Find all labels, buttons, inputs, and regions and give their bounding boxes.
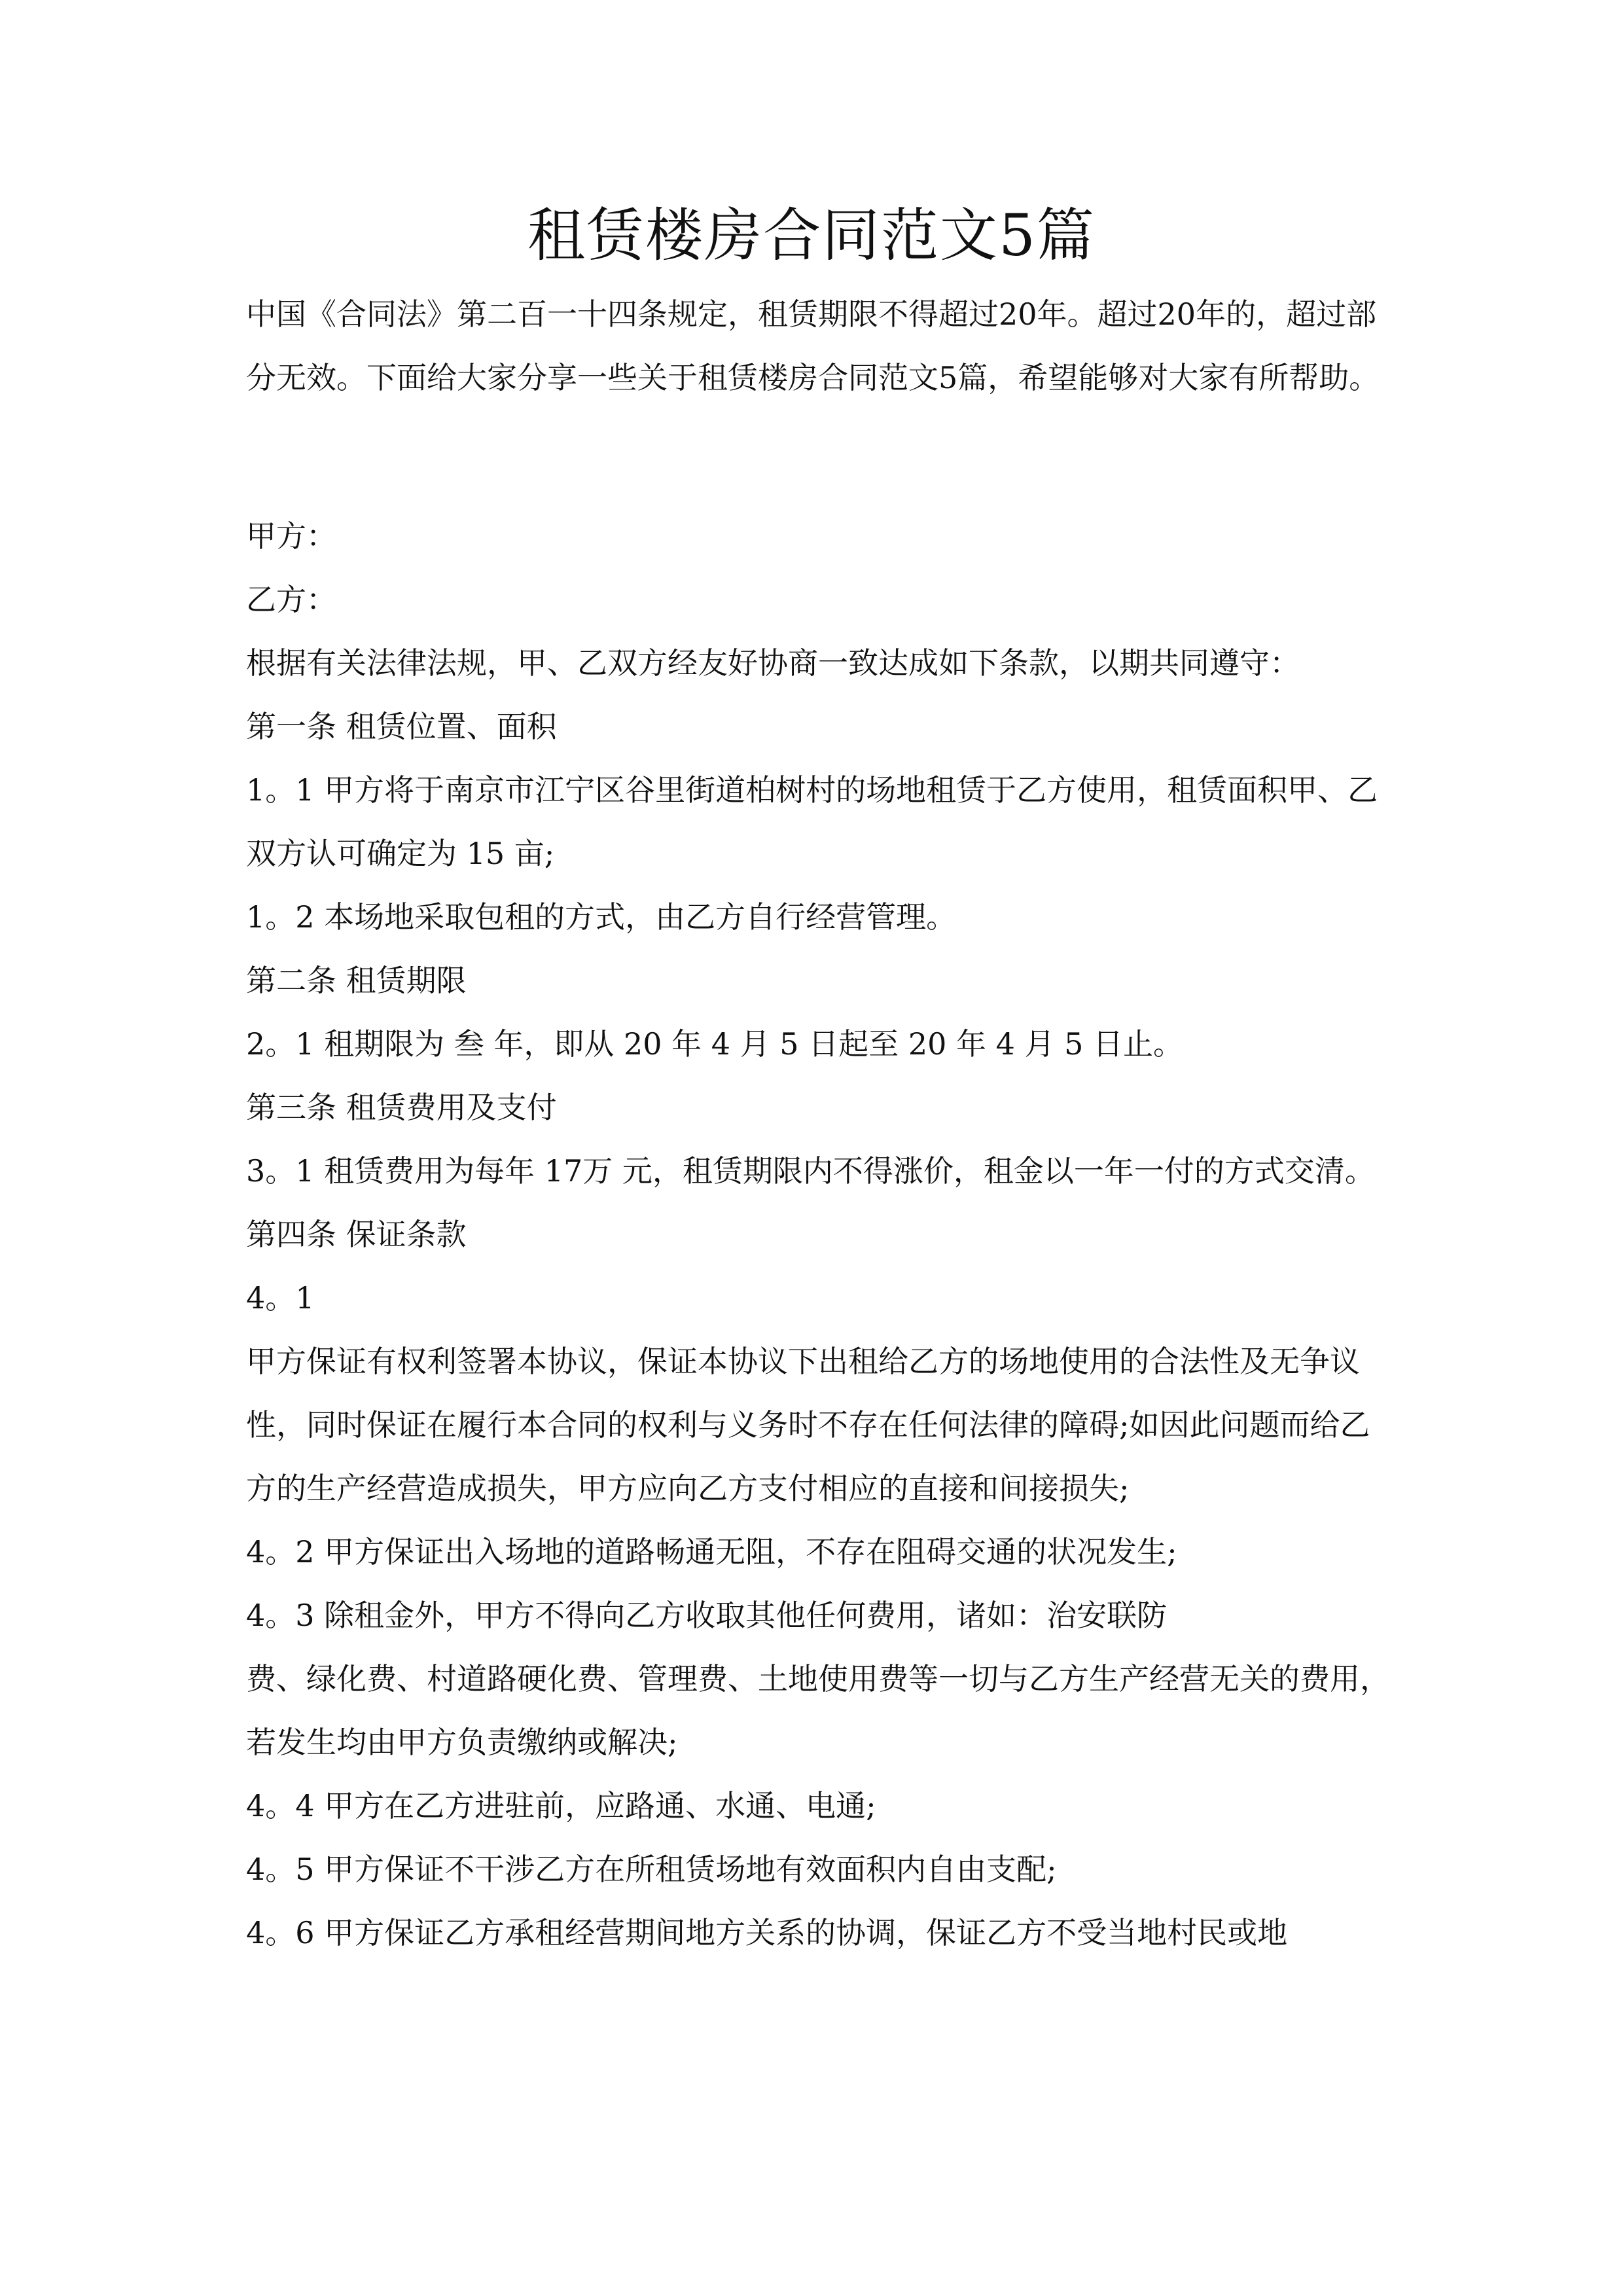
article-1-heading: 第一条 租赁位置、面积 <box>246 709 557 744</box>
article-3-heading: 第三条 租赁费用及支付 <box>246 1090 557 1125</box>
clause-2-1: 2。1 租期限为 叁 年，即从 20 年 4 月 5 日起至 20 年 4 月 5 日止。 <box>246 1026 1183 1062</box>
clause-4-2: 4。2 甲方保证出入场地的道路畅通无阻，不存在阻碍交通的状况发生; <box>246 1534 1177 1570</box>
intro-paragraph: 中国《合同法》第二百一十四条规定，租赁期限不得超过20年。超过20年的，超过部分无效。下面给大家分享一些关于租赁楼房合同范文5篇，希望能够对大家有所帮助。 <box>246 296 1380 395</box>
document-body <box>246 283 1391 1965</box>
clause-3-1: 3。1 租赁费用为每年 17万 元，租赁期限内不得涨价，租金以一年一付的方式交清。 <box>246 1153 1375 1189</box>
clause-4-3-line1: 4。3 除租金外，甲方不得向乙方收取其他任何费用，诸如：治安联防 <box>246 1598 1168 1633</box>
article-4-heading: 第四条 保证条款 <box>246 1217 467 1252</box>
clause-4-1-label: 4。1 <box>246 1280 315 1316</box>
clause-1-1: 1。1 甲方将于南京市江宁区谷里街道柏树村的场地租赁于乙方使用，租赁面积甲、乙双方认可确定为 15 亩; <box>246 772 1378 871</box>
party-b-line: 乙方： <box>246 582 336 617</box>
clause-4-6: 4。6 甲方保证乙方承租经营期间地方关系的协调，保证乙方不受当地村民或地 <box>246 1915 1288 1950</box>
preamble-line: 根据有关法律法规，甲、乙双方经友好协商一致达成如下条款，以期共同遵守： <box>246 645 1300 681</box>
article-2-heading: 第二条 租赁期限 <box>246 963 467 998</box>
clause-4-4: 4。4 甲方在乙方进驻前，应路通、水通、电通; <box>246 1788 876 1823</box>
blank-gap <box>246 410 1391 505</box>
clause-4-1-text: 甲方保证有权利签署本协议，保证本协议下出租给乙方的场地使用的合法性及无争议性，同时保证在履行本合同的权利与义务时不存在任何法律的障碍;如因此问题而给乙方的生产经营造成损失，甲方应向乙方支付相应的直接和间接损失; <box>246 1344 1370 1506</box>
party-a-line: 甲方： <box>246 518 336 554</box>
clause-4-5: 4。5 甲方保证不干涉乙方在所租赁场地有效面积内自由支配; <box>246 1852 1057 1887</box>
clause-1-2: 1。2 本场地采取包租的方式，由乙方自行经营管理。 <box>246 899 957 935</box>
clause-4-3-rest: 费、绿化费、村道路硬化费、管理费、土地使用费等一切与乙方生产经营无关的费用，若发生均由甲方负责缴纳或解决; <box>246 1661 1390 1760</box>
document-title: 租赁楼房合同范文5篇 <box>527 202 1096 269</box>
